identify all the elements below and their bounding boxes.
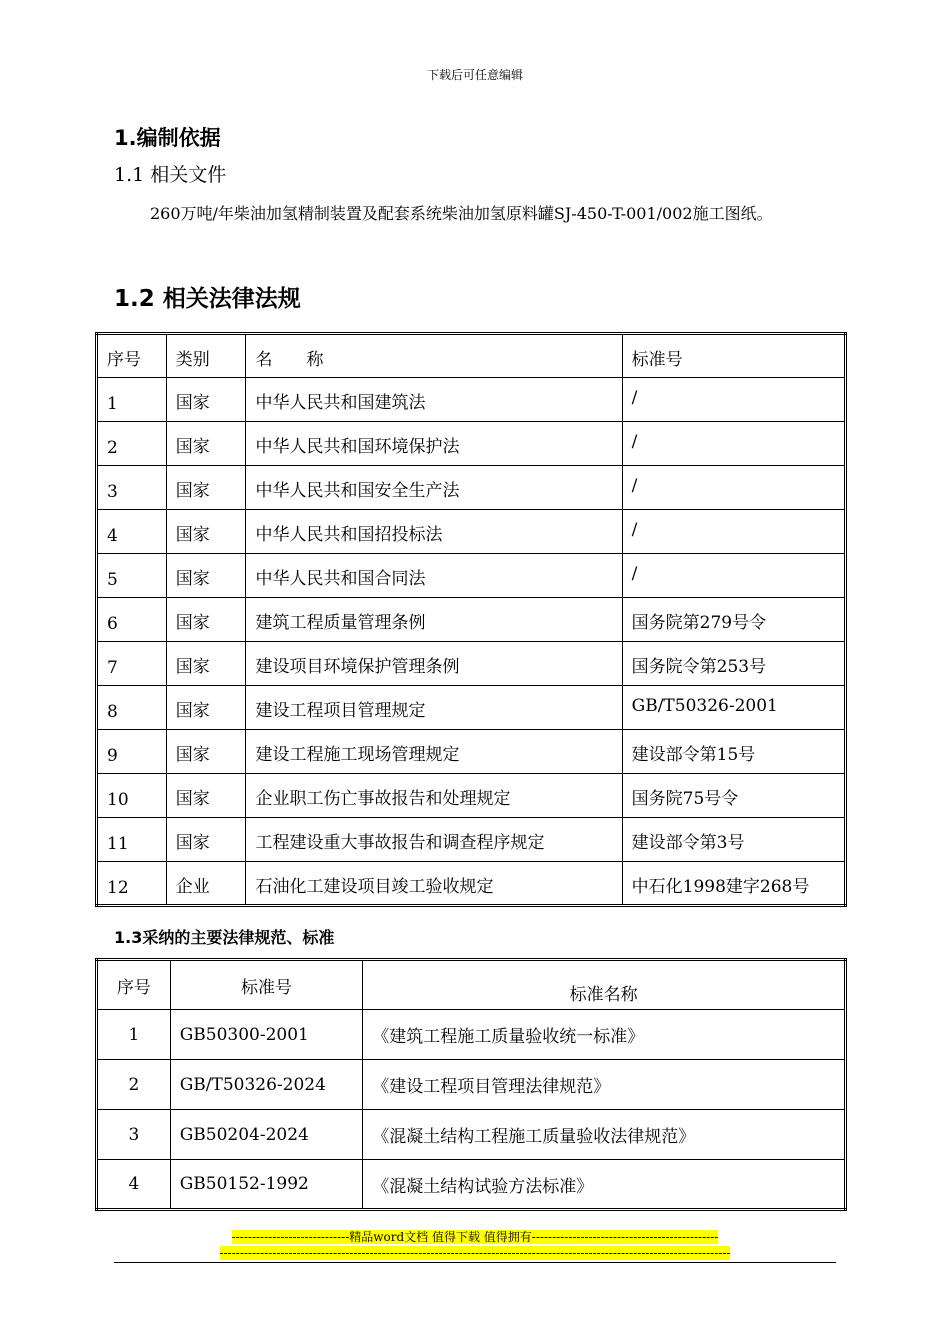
table-header-row (97, 960, 846, 1010)
row-standard: 国务院75号令 (622, 774, 845, 818)
row-name: 建设工程项目管理规定 (246, 686, 622, 730)
table-row (97, 818, 846, 862)
table-row (97, 554, 846, 598)
col-header-standard-no: 标准号 (170, 960, 363, 1010)
row-name: 中华人民共和国安全生产法 (246, 466, 622, 510)
heading-1: 1.编制依据 (114, 126, 221, 150)
row-name: 中华人民共和国合同法 (246, 554, 622, 598)
row-standard: / (622, 466, 845, 510)
row-name: 中华人民共和国建筑法 (246, 378, 622, 422)
row-standard: / (622, 378, 845, 422)
row-name: 建筑工程质量管理条例 (246, 598, 622, 642)
row-no: 7 (97, 642, 167, 686)
row-no: 6 (97, 598, 167, 642)
row-category: 国家 (166, 422, 246, 466)
row-standard: / (622, 554, 845, 598)
table-row (97, 642, 846, 686)
row-name: 工程建设重大事故报告和调查程序规定 (246, 818, 622, 862)
row-category: 国家 (166, 466, 246, 510)
table-row (97, 1110, 846, 1160)
footer-banner (0, 1229, 950, 1261)
col-header-standard-name: 标准名称 (363, 960, 846, 1010)
table-row (97, 510, 846, 554)
row-standard: / (622, 422, 845, 466)
footer-rule (114, 1262, 836, 1263)
row-no: 4 (97, 1160, 171, 1210)
row-standard-name: 《混凝土结构试验方法标准》 (363, 1160, 846, 1210)
row-standard: 国务院令第253号 (622, 642, 845, 686)
table-header-row (97, 334, 846, 378)
table-row (97, 730, 846, 774)
row-no: 2 (97, 422, 167, 466)
laws-table (95, 332, 847, 907)
row-no: 10 (97, 774, 167, 818)
heading-1-3: 1.3采纳的主要法律规范、标准 (114, 928, 335, 947)
col-header-no: 序号 (97, 960, 171, 1010)
row-standard-no: GB50204-2024 (170, 1110, 363, 1160)
table-row (97, 466, 846, 510)
col-header-category: 类别 (166, 334, 246, 378)
table-row (97, 686, 846, 730)
row-category: 国家 (166, 378, 246, 422)
row-category: 国家 (166, 818, 246, 862)
footer-line-1: -----------------------------精品word文档 值得下载 值得拥有---------------------------------------------- (231, 1230, 719, 1244)
col-header-name: 名 称 (246, 334, 622, 378)
row-category: 国家 (166, 642, 246, 686)
row-category: 企业 (166, 862, 246, 906)
row-standard: GB/T50326-2001 (622, 686, 845, 730)
row-no: 3 (97, 1110, 171, 1160)
row-category: 国家 (166, 510, 246, 554)
row-no: 1 (97, 1010, 171, 1060)
col-header-no: 序号 (97, 334, 167, 378)
row-standard-no: GB50300-2001 (170, 1010, 363, 1060)
heading-1-2: 1.2 相关法律法规 (114, 286, 301, 312)
col-header-standard: 标准号 (622, 334, 845, 378)
table-row (97, 1160, 846, 1210)
table-row (97, 378, 846, 422)
table-row (97, 422, 846, 466)
row-name: 中华人民共和国环境保护法 (246, 422, 622, 466)
row-standard: / (622, 510, 845, 554)
row-standard-name: 《建设工程项目管理法律规范》 (363, 1060, 846, 1110)
row-standard: 中石化1998建字268号 (622, 862, 845, 906)
standards-table (95, 958, 847, 1211)
row-name: 中华人民共和国招投标法 (246, 510, 622, 554)
row-standard: 建设部令第15号 (622, 730, 845, 774)
row-category: 国家 (166, 730, 246, 774)
row-category: 国家 (166, 598, 246, 642)
row-standard-no: GB50152-1992 (170, 1160, 363, 1210)
paragraph-related-files: 260万吨/年柴油加氢精制装置及配套系统柴油加氢原料罐SJ-450-T-001/002施工图纸。 (150, 204, 773, 223)
row-name: 建设项目环境保护管理条例 (246, 642, 622, 686)
row-category: 国家 (166, 554, 246, 598)
table-row (97, 1010, 846, 1060)
row-standard: 国务院第279号令 (622, 598, 845, 642)
row-category: 国家 (166, 774, 246, 818)
table-row (97, 598, 846, 642)
row-no: 11 (97, 818, 167, 862)
row-name: 企业职工伤亡事故报告和处理规定 (246, 774, 622, 818)
page-header: 下载后可任意编辑 (426, 68, 523, 82)
row-no: 8 (97, 686, 167, 730)
row-no: 4 (97, 510, 167, 554)
row-name: 建设工程施工现场管理规定 (246, 730, 622, 774)
table-row (97, 1060, 846, 1110)
row-standard-no: GB/T50326-2024 (170, 1060, 363, 1110)
row-no: 2 (97, 1060, 171, 1110)
table-row (97, 862, 846, 906)
row-no: 1 (97, 378, 167, 422)
row-standard: 建设部令第3号 (622, 818, 845, 862)
row-name: 石油化工建设项目竣工验收规定 (246, 862, 622, 906)
heading-1-1: 1.1 相关文件 (114, 164, 227, 186)
row-standard-name: 《建筑工程施工质量验收统一标准》 (363, 1010, 846, 1060)
table-row (97, 774, 846, 818)
row-no: 9 (97, 730, 167, 774)
row-standard-name: 《混凝土结构工程施工质量验收法律规范》 (363, 1110, 846, 1160)
row-category: 国家 (166, 686, 246, 730)
row-no: 3 (97, 466, 167, 510)
row-no: 12 (97, 862, 167, 906)
row-no: 5 (97, 554, 167, 598)
footer-line-2: ------------------------------------------------------------------------------------------------------------------------------ (219, 1246, 731, 1260)
